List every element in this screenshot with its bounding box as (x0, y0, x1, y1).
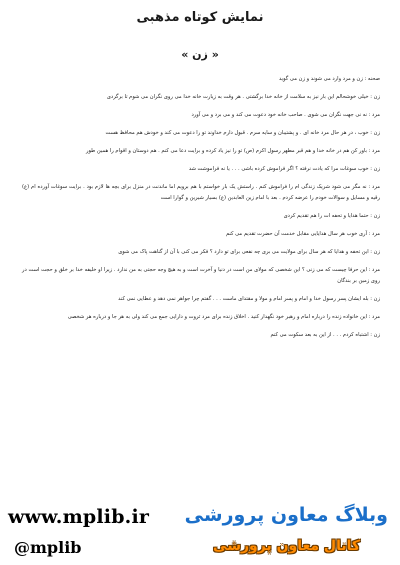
watermark-channel-title: کانال معاون پرورشی (213, 538, 360, 554)
dialogue-line: زن : حتما هدایا و تحفه ات را هم تقدیم کردی (283, 213, 380, 219)
dialogue-line: مرد : باور کن هم در خانه خدا و هم قبر مطهر رسول اکرم (ص) تو را نیز یاد کرده و برایت دعا می کنم . هم دوستان و اقوام را همین طور (85, 148, 380, 154)
dialogue-line: زن : این تحفه و هدایا که هر سال برای مولایت می بری چه نفعی برای تو دارد ؟ فکر می کنی با آن از گناهت پاک می شوی (118, 249, 380, 255)
script-body (22, 74, 380, 348)
dialogue-line: زن : خوب ، در هر حال مرد خانه ای . و پشتیبان و سایه سرم . قبول دارم خداوند تو را دعوت می کند و خودش هم محافظ هست (105, 130, 380, 136)
watermark-banner (0, 498, 400, 565)
dialogue-line: زن : بله ایشان پسر رسول خدا و امام و پسر امام و مولا و مقتدای ماست . . . گفتم چرا جواهر نمی دهد و عطایی نمی کند (118, 296, 380, 302)
dialogue-line: صحنه : زن و مرد وارد می شوند و زن می گوید (278, 76, 380, 82)
dialogue-line: مرد : این خانواده زنده را درباره امام و رهبر خود نگهدار کنید . اخلاق زنده برای مرد ثروت و دارایی جمع می کند ولی به هر جا و درباره هر شخصی (67, 314, 380, 320)
dialogue-line: مرد : نه مگر می شود شریک زندگی ام را فراموش کنم . راستش یک بار خواستم با هم برویم اما ماندنت در منزل برای بچه ها لازم بود . برایت سوغات آورده ام (ع) رقیه و مسایل و سوالات خودم را عرضه کردم . بعد با امام زین العابدین (ع) بسیار شیرین و گوارا است (22, 184, 380, 201)
dialogue-line: زن : خوب سوغات مرا که یادت نرفته ؟ اگر فراموش کرده باشی . . . یا نه فراموشت شد (188, 166, 380, 172)
dialogue-line: زن : اشتباه کردم . . . از این به بعد سکوت می کنم (270, 332, 380, 338)
dialogue-line: مرد : آری خوب هر سال هدایایی مقابل خدمت آن حضرت تقدیم می کنم (225, 231, 380, 237)
page-title: نمایش کوتاه مذهبی (136, 10, 264, 25)
dialogue-line: مرد : نه نی جهت نگران می شوی . صاحب خانه خود دعوت می کند و می برد و می آورد (191, 112, 380, 118)
watermark-handle: @mplib (14, 538, 82, 557)
page-subtitle: « زن » (181, 48, 219, 61)
dialogue-line: مرد : این حرفا چیست که می زنی ؟ این شخصی که مولای من است در دنیا و آخرت است و به هیچ وجه حجتی به من ندارد . زیرا او خلیفه خدا بر خلق و حجت است در روی زمین بر بندگان (22, 267, 380, 284)
watermark-blog-title: وبلاگ معاون پرورشی (184, 504, 388, 526)
watermark-url[interactable]: www.mplib.ir (8, 506, 150, 528)
dialogue-line: زن : خیلی خوشحالم این بار نیز به سلامت از خانه خدا برگشتی . هر وقت به زیارت خانه خدا می روی نگران می شوم تا برگردی (106, 94, 380, 100)
